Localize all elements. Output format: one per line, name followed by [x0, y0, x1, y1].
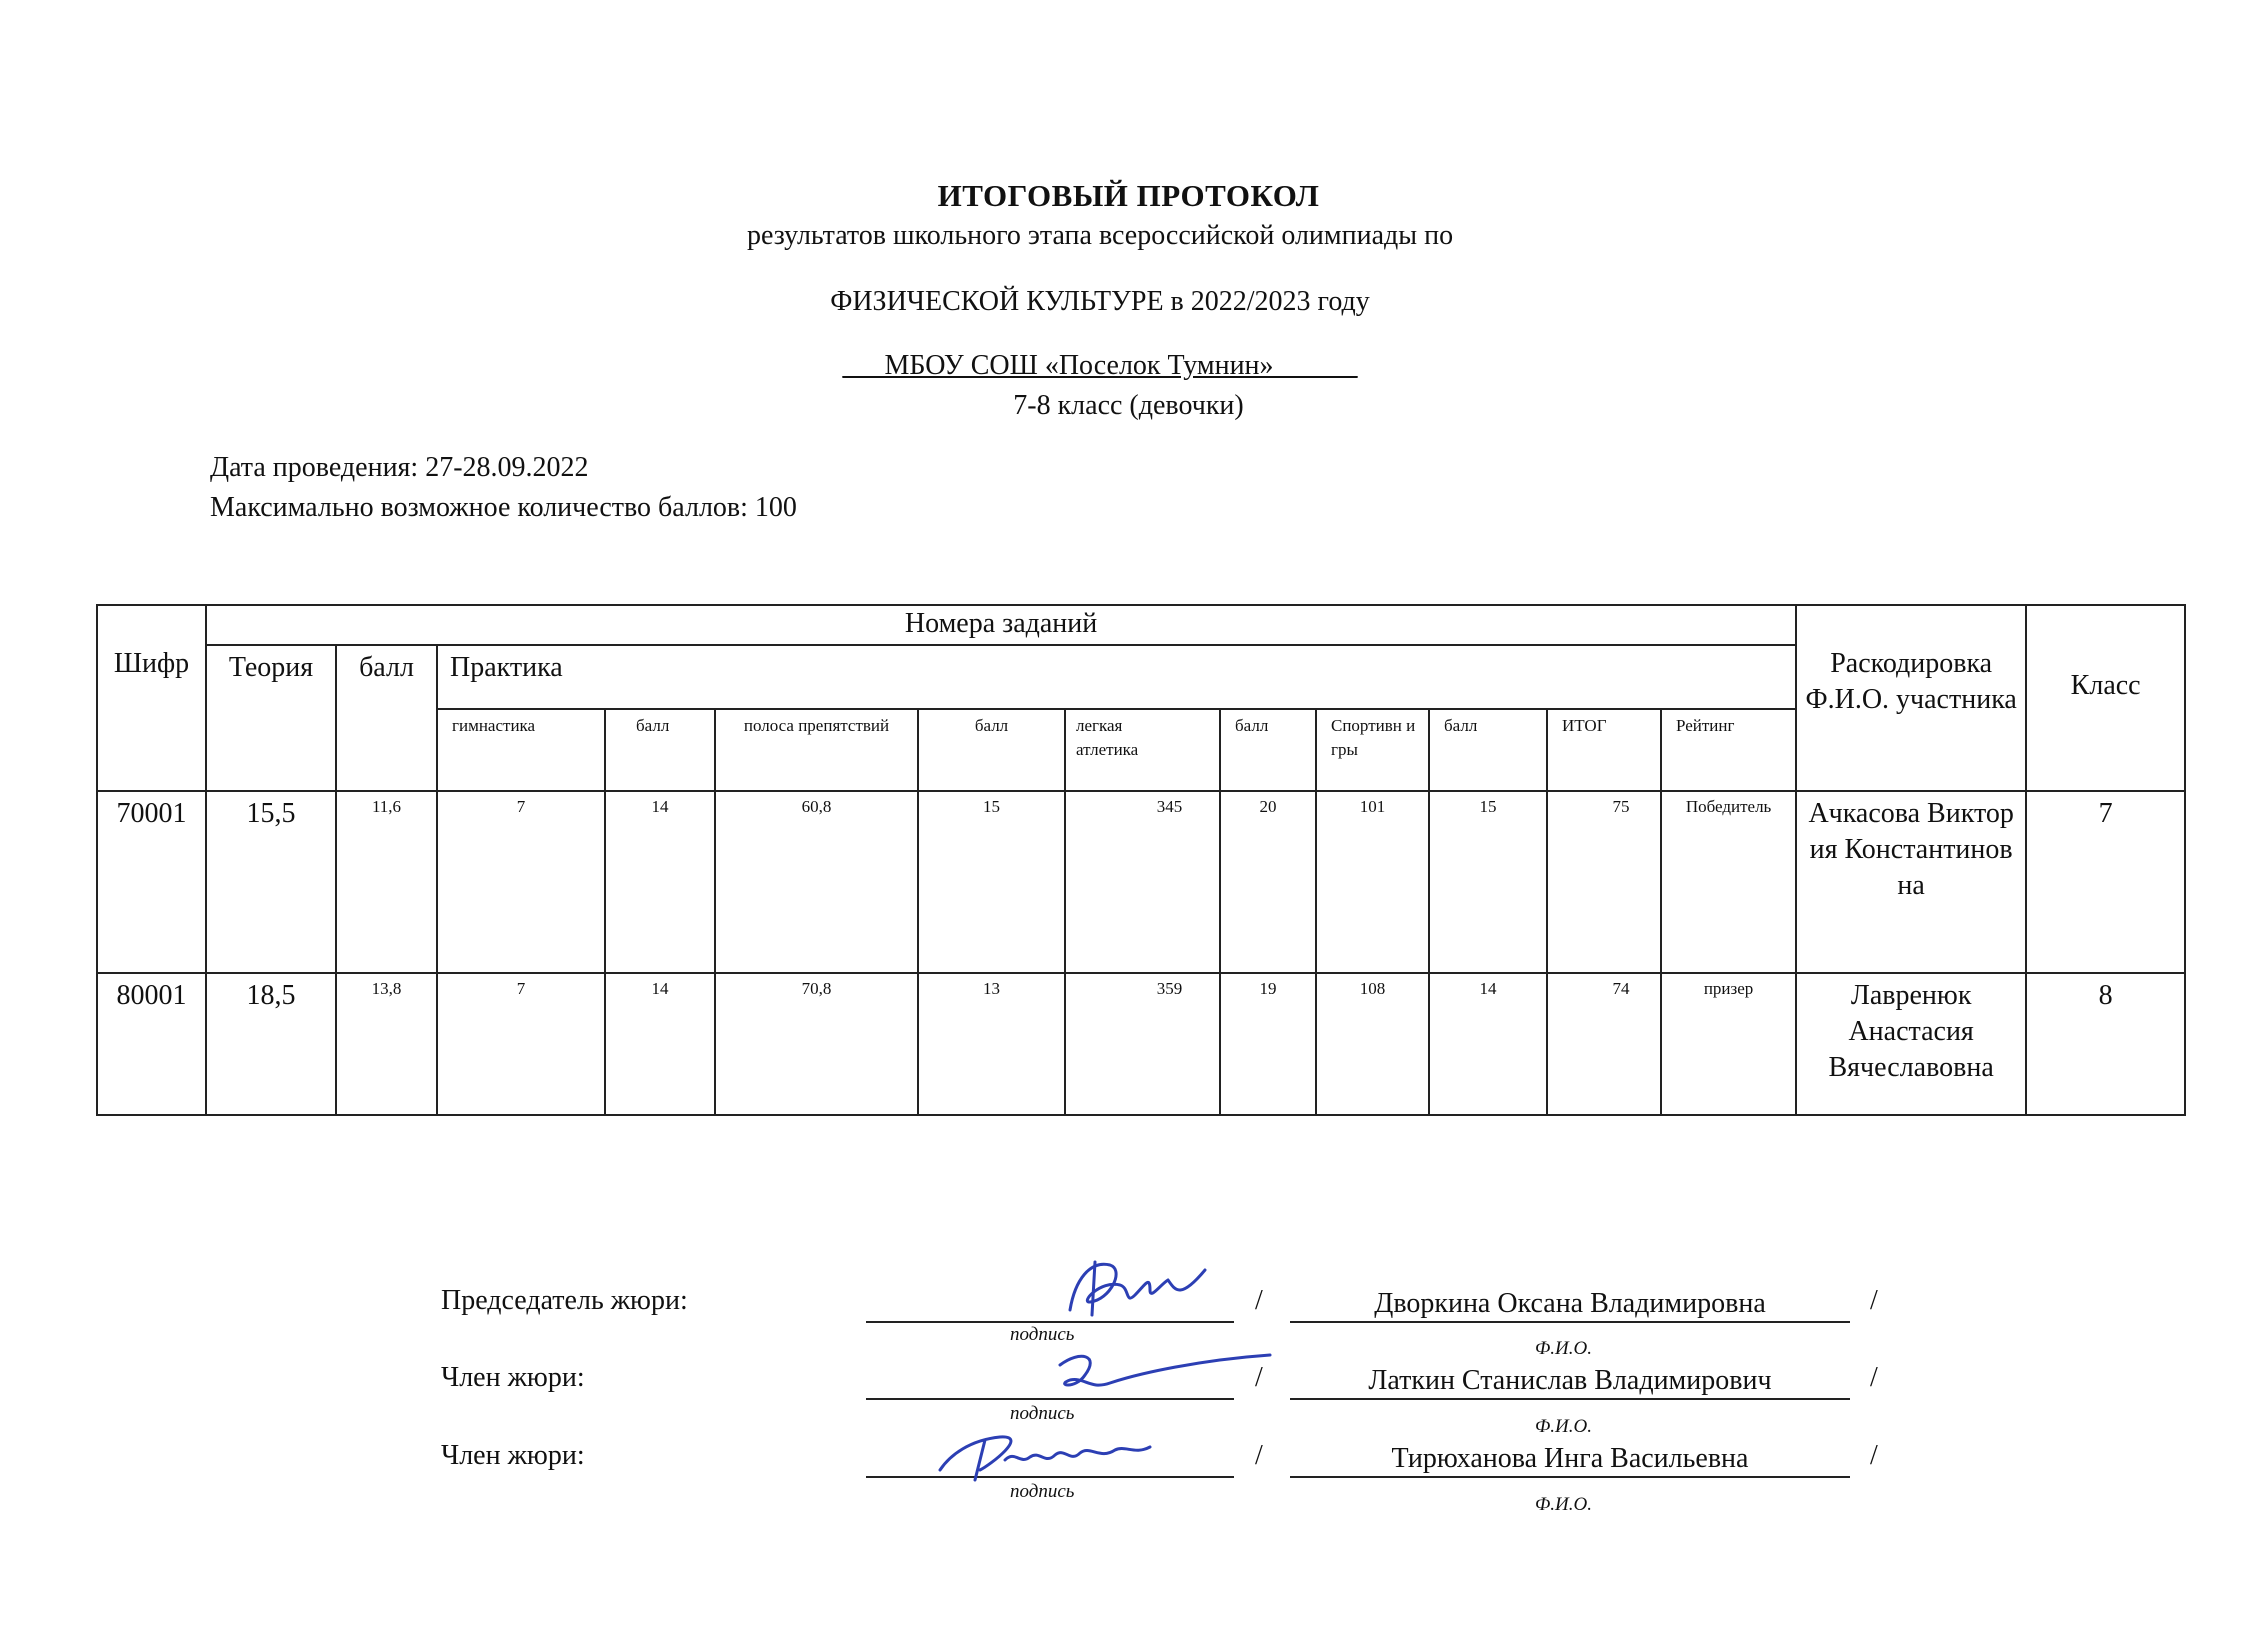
row2-theory: 18,5	[206, 973, 336, 1115]
row2-games-score: 14	[1429, 973, 1547, 1115]
row1-rating: Победитель	[1661, 791, 1796, 973]
row2-athletics: 359	[1065, 973, 1220, 1115]
table-row	[97, 791, 2185, 973]
header-row-1	[97, 605, 2185, 645]
slash-member-2-right: /	[1870, 1440, 1878, 1471]
slash-member-2-left: /	[1255, 1440, 1263, 1471]
max-score-line: Максимально возможное количество баллов: 100	[210, 492, 797, 523]
row1-athletics: 345	[1065, 791, 1220, 973]
row2-theory-score: 13,8	[336, 973, 437, 1115]
header-practice: Практика	[437, 645, 1796, 709]
row2-gym-score: 14	[605, 973, 715, 1115]
school-name: ___МБОУ СОШ «Поселок Тумнин»______	[842, 350, 1358, 381]
jury-name-member-1: Латкин Станислав Владимирович	[1368, 1365, 1772, 1396]
row1-class: 7	[2026, 791, 2185, 973]
row1-cipher: 70001	[97, 791, 206, 973]
row2-games: 108	[1316, 973, 1429, 1115]
name-caption-member-2: Ф.И.О.	[1535, 1494, 1592, 1515]
subheader-games-score: балл	[1429, 709, 1547, 791]
name-line-chair	[1290, 1321, 1850, 1323]
row1-gym: 7	[437, 791, 605, 973]
subheader-obstacle: полоса препятствий	[715, 709, 918, 791]
row1-games-score: 15	[1429, 791, 1547, 973]
slash-member-1-left: /	[1255, 1362, 1263, 1393]
subheader-gymnastics: гимнастика	[437, 709, 605, 791]
signature-member-2	[930, 1425, 1160, 1485]
row2-obstacle: 70,8	[715, 973, 918, 1115]
jury-name-member-2: Тирюханова Инга Васильевна	[1391, 1443, 1749, 1474]
slash-member-1-right: /	[1870, 1362, 1878, 1393]
header-cipher-label: Шифр	[113, 648, 190, 679]
grade-line: 7-8 класс (девочки)	[1013, 390, 1244, 421]
row1-total: 75	[1547, 791, 1661, 973]
date-line: Дата проведения: 27-28.09.2022	[210, 452, 589, 483]
row1-name: Ачкасова Виктория Константиновна	[1796, 791, 2026, 973]
results-table	[96, 604, 2186, 1116]
subheader-athletics-score: балл	[1220, 709, 1316, 791]
row2-athletics-score: 19	[1220, 973, 1316, 1115]
header-task-numbers: Номера заданий	[206, 605, 1796, 645]
slash-chair-right: /	[1870, 1285, 1878, 1316]
row1-theory-score: 11,6	[336, 791, 437, 973]
name-caption-member-1: Ф.И.О.	[1535, 1416, 1592, 1437]
header-theory-score: балл	[336, 645, 437, 791]
name-caption-chair: Ф.И.О.	[1535, 1338, 1592, 1359]
document-title: ИТОГОВЫЙ ПРОТОКОЛ	[937, 178, 1320, 213]
header-decoding: Раскодировка Ф.И.О. участника	[1796, 605, 2026, 791]
jury-name-chair: Дворкина Оксана Владимировна	[1374, 1288, 1766, 1319]
signature-chair	[1050, 1240, 1230, 1330]
row1-theory: 15,5	[206, 791, 336, 973]
subheader-athletics: легкая атлетика	[1065, 709, 1220, 791]
row2-gym: 7	[437, 973, 605, 1115]
row1-gym-score: 14	[605, 791, 715, 973]
row1-obstacle-score: 15	[918, 791, 1065, 973]
header-class: Класс	[2026, 605, 2185, 791]
row1-athletics-score: 20	[1220, 791, 1316, 973]
row2-class: 8	[2026, 973, 2185, 1115]
row2-cipher: 80001	[97, 973, 206, 1115]
header-theory: Теория	[206, 645, 336, 791]
jury-role-chair: Председатель жюри:	[441, 1285, 688, 1316]
subheader-rating: Рейтинг	[1661, 709, 1796, 791]
subject-line: ФИЗИЧЕСКОЙ КУЛЬТУРЕ в 2022/2023 году	[830, 286, 1370, 317]
signature-caption-member-2: подпись	[1010, 1481, 1075, 1502]
name-line-member-2	[1290, 1476, 1850, 1478]
jury-role-member-2: Член жюри:	[441, 1440, 585, 1471]
subheader-games: Спортивн игры	[1316, 709, 1429, 791]
subheader-gym-score: балл	[605, 709, 715, 791]
subheader-obstacle-score: балл	[918, 709, 1065, 791]
header-cipher	[97, 605, 206, 791]
signature-member-1	[1040, 1345, 1280, 1405]
subheader-total: ИТОГ	[1547, 709, 1661, 791]
name-line-member-1	[1290, 1398, 1850, 1400]
signature-caption-member-1: подпись	[1010, 1403, 1075, 1424]
row1-obstacle: 60,8	[715, 791, 918, 973]
table-row	[97, 973, 2185, 1115]
row1-games: 101	[1316, 791, 1429, 973]
signature-caption-chair: подпись	[1010, 1324, 1075, 1345]
school-line	[0, 350, 2200, 382]
document-subtitle: результатов школьного этапа всероссийской олимпиады по	[746, 220, 1454, 251]
jury-role-member-1: Член жюри:	[441, 1362, 585, 1393]
row2-name: Лавренюк Анастасия Вячеславовна	[1796, 973, 2026, 1115]
row2-total: 74	[1547, 973, 1661, 1115]
row2-obstacle-score: 13	[918, 973, 1065, 1115]
slash-chair-left: /	[1255, 1285, 1263, 1316]
row2-rating: призер	[1661, 973, 1796, 1115]
